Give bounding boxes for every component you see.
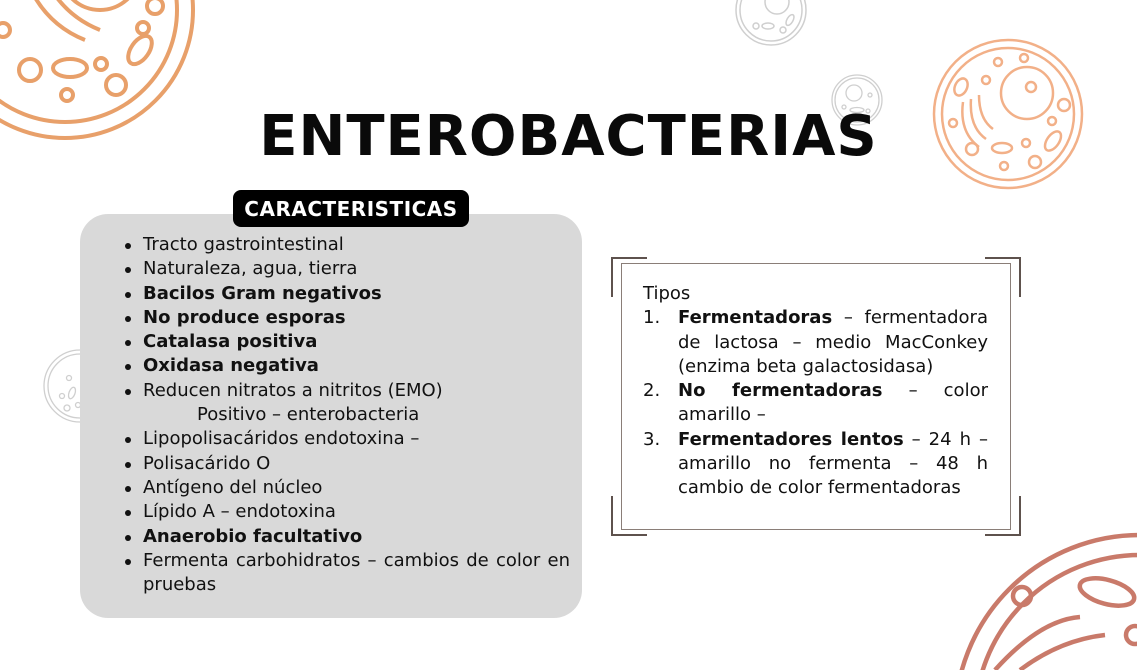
list-item: Polisacárido O <box>122 452 570 476</box>
frame-corner-top-right <box>985 257 1021 297</box>
list-item: Bacilos Gram negativos <box>122 282 570 306</box>
type-name: Fermentadores lentos <box>678 428 904 450</box>
list-item: Lipopolisacáridos endotoxina – <box>122 427 570 451</box>
frame-corner-bottom-right <box>985 496 1021 536</box>
types-heading: Tipos <box>643 283 691 304</box>
types-section <box>643 282 988 501</box>
list-subitem: Positivo – enterobacteria <box>197 404 420 426</box>
type-item <box>643 379 988 428</box>
types-list <box>643 306 988 500</box>
type-number: 1. <box>643 307 661 329</box>
list-item: No produce esporas <box>122 306 570 330</box>
type-description: – fermentadora de lactosa – medio MacConkey (enzima beta galactosidasa) <box>678 307 988 377</box>
list-item: Reducen nitratos a nitritos (EMO) <box>122 379 570 403</box>
type-name: Fermentadoras <box>678 307 833 329</box>
list-item: Fermenta carbohidratos – cambios de color en pruebas <box>122 549 570 598</box>
list-item: Anaerobio facultativo <box>122 525 570 549</box>
list-item: Antígeno del núcleo <box>122 476 570 500</box>
list-item: Oxidasa negativa <box>122 354 570 378</box>
type-number: 2. <box>643 380 661 402</box>
type-item <box>643 428 988 501</box>
list-item: Catalasa positiva <box>122 330 570 354</box>
type-description: – 24 h – amarillo no fermenta – 48 h cambio de color fermentadoras <box>678 428 989 499</box>
type-number: 3. <box>643 428 661 450</box>
list-item: Tracto gastrointestinal <box>122 233 570 257</box>
characteristics-list <box>122 233 570 597</box>
frame-corner-bottom-left <box>611 496 647 536</box>
frame-corner-top-left <box>611 257 647 297</box>
type-description: – color amarillo – <box>678 380 988 426</box>
type-item <box>643 306 988 379</box>
cell-illustration-bottom-right-icon <box>910 530 1137 670</box>
cell-illustration-top-gray-icon <box>733 0 809 48</box>
list-item: Naturaleza, agua, tierra <box>122 257 570 281</box>
page-title: ENTEROBACTERIAS <box>259 104 878 169</box>
characteristics-heading: CARACTERISTICAS <box>233 190 469 227</box>
type-name: No fermentadoras <box>678 380 883 402</box>
list-item: Lípido A – endotoxina <box>122 500 570 524</box>
